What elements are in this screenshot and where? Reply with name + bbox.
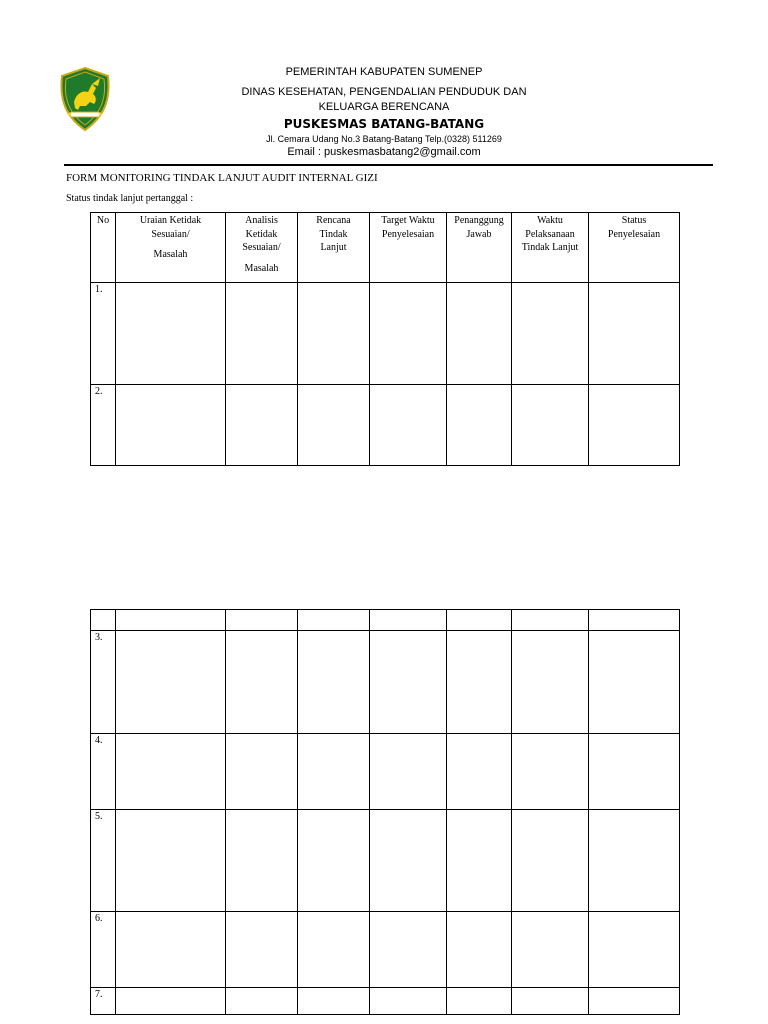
table-cell[interactable]	[298, 283, 370, 385]
table-cell[interactable]	[512, 631, 589, 734]
table-header-row	[91, 610, 680, 631]
table-cell[interactable]	[298, 734, 370, 810]
row-number: 7.	[91, 988, 116, 1015]
row-number: 2.	[91, 385, 116, 466]
table-cell[interactable]	[116, 283, 226, 385]
table-header-row	[91, 213, 680, 283]
table-cell[interactable]	[226, 988, 298, 1015]
table-cell[interactable]	[589, 631, 680, 734]
table-cell[interactable]	[226, 810, 298, 912]
table-cell[interactable]	[226, 912, 298, 988]
table-row	[91, 734, 680, 810]
table-cell[interactable]	[226, 283, 298, 385]
table-cell[interactable]	[589, 385, 680, 466]
table-cell[interactable]	[447, 631, 512, 734]
row-number: 6.	[91, 912, 116, 988]
table-cell[interactable]	[298, 385, 370, 466]
table-cell[interactable]	[226, 734, 298, 810]
header-email: Email : puskesmasbatang2@gmail.com	[287, 146, 481, 158]
header-rencana: Rencana Tindak Lanjut	[298, 213, 370, 283]
table-cell[interactable]	[116, 912, 226, 988]
table-cell[interactable]	[512, 385, 589, 466]
table-cell[interactable]	[447, 283, 512, 385]
form-title: FORM MONITORING TINDAK LANJUT AUDIT INTERNAL GIZI	[66, 172, 378, 184]
table-cell[interactable]	[370, 734, 447, 810]
table-cell[interactable]	[512, 734, 589, 810]
table-cell[interactable]	[447, 385, 512, 466]
table-cell[interactable]	[370, 912, 447, 988]
table-cell[interactable]	[116, 734, 226, 810]
header-department-line-2: KELUARGA BERENCANA	[318, 101, 450, 113]
table-row	[91, 810, 680, 912]
header-status: Status Penyelesaian	[589, 213, 680, 283]
status-date-label: Status tindak lanjut pertanggal :	[66, 193, 194, 204]
table-cell[interactable]	[298, 988, 370, 1015]
table-cell[interactable]	[447, 988, 512, 1015]
table-cell[interactable]	[589, 734, 680, 810]
header-institution-name: PUSKESMAS BATANG-BATANG	[283, 117, 485, 131]
row-number: 3.	[91, 631, 116, 734]
table-cell[interactable]	[447, 734, 512, 810]
table-row	[91, 385, 680, 466]
table-cell[interactable]	[512, 810, 589, 912]
table-cell[interactable]	[116, 810, 226, 912]
table-cell[interactable]	[370, 988, 447, 1015]
table-cell[interactable]	[512, 912, 589, 988]
header-divider	[64, 164, 713, 166]
header-waktu-pelaksanaan: Waktu Pelaksanaan Tindak Lanjut	[512, 213, 589, 283]
table-cell[interactable]	[512, 283, 589, 385]
header-analisis: Analisis Ketidak Sesuaian/ Masalah	[226, 213, 298, 283]
monitoring-table-1	[90, 212, 680, 466]
table-cell[interactable]	[589, 810, 680, 912]
table-cell[interactable]	[447, 810, 512, 912]
table-cell[interactable]	[116, 988, 226, 1015]
table-cell[interactable]	[589, 912, 680, 988]
table-cell[interactable]	[370, 283, 447, 385]
table-cell[interactable]	[512, 988, 589, 1015]
table-cell[interactable]	[116, 385, 226, 466]
table-cell[interactable]	[589, 988, 680, 1015]
header-penanggung-jawab: Penanggung Jawab	[447, 213, 512, 283]
header-department-line: DINAS KESEHATAN, PENGENDALIAN PENDUDUK DAN	[241, 86, 527, 98]
header-target-waktu: Target Waktu Penyelesaian	[370, 213, 447, 283]
table-cell[interactable]	[116, 631, 226, 734]
header-no: No	[91, 213, 116, 283]
table-cell[interactable]	[370, 631, 447, 734]
table-row	[91, 988, 680, 1015]
table-cell[interactable]	[226, 385, 298, 466]
table-cell[interactable]	[370, 810, 447, 912]
row-number: 5.	[91, 810, 116, 912]
row-number: 1.	[91, 283, 116, 385]
table-row	[91, 631, 680, 734]
table-cell[interactable]	[370, 385, 447, 466]
monitoring-table-2	[90, 609, 680, 1015]
table-cell[interactable]	[589, 283, 680, 385]
header-address: Jl. Cemara Udang No.3 Batang-Batang Telp.(0328) 511269	[266, 134, 502, 144]
table-row	[91, 283, 680, 385]
header-government-line: PEMERINTAH KABUPATEN SUMENEP	[285, 66, 483, 78]
table-cell[interactable]	[298, 810, 370, 912]
header-uraian: Uraian Ketidak Sesuaian/ Masalah	[116, 213, 226, 283]
table-cell[interactable]	[298, 912, 370, 988]
table-row	[91, 912, 680, 988]
table-cell[interactable]	[226, 631, 298, 734]
row-number: 4.	[91, 734, 116, 810]
table-cell[interactable]	[298, 631, 370, 734]
table-cell[interactable]	[447, 912, 512, 988]
regency-emblem-icon	[56, 66, 114, 132]
